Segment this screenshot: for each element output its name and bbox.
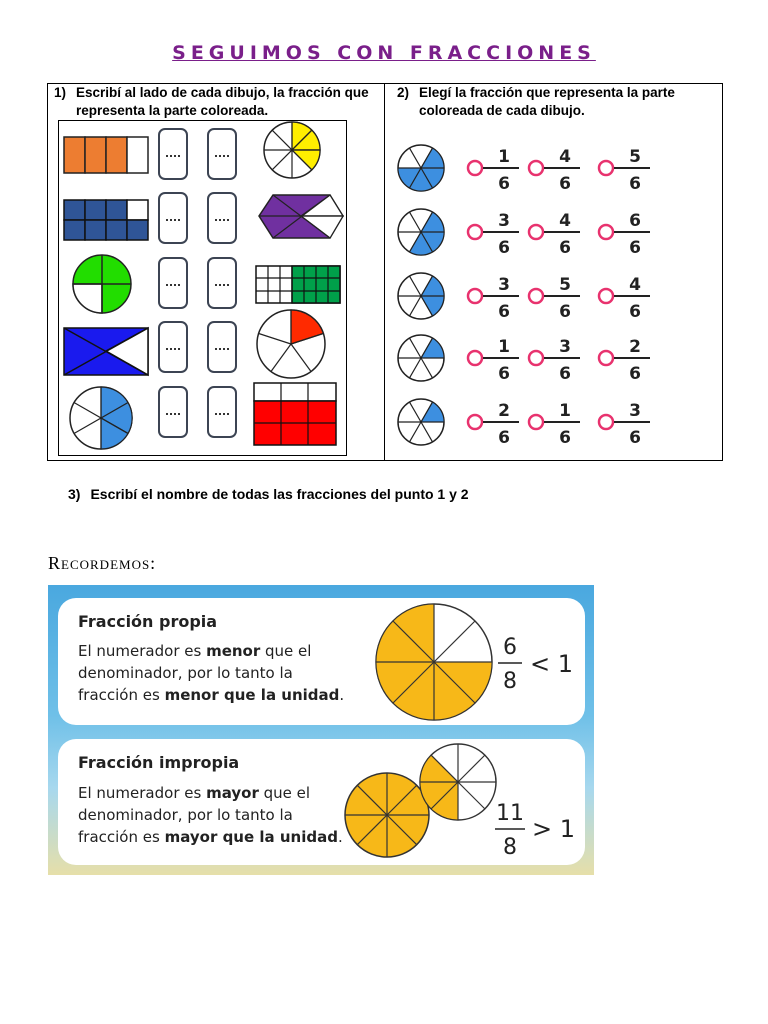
q2-option-denominator: 6: [559, 364, 571, 384]
q2-option[interactable]: [599, 211, 650, 258]
q2-option[interactable]: [468, 337, 519, 384]
q2-option-denominator: 6: [559, 428, 571, 448]
q1-line1: Escribí al lado de cada dibujo, la fracción que: [76, 85, 369, 100]
q2-line1: Elegí la fracción que representa la parte: [419, 85, 675, 100]
q2-option[interactable]: [468, 401, 519, 448]
q3-instruction: [68, 486, 469, 502]
page-title: SEGUIMOS CON FRACCIONES: [172, 42, 596, 64]
q2-number: 2): [397, 85, 410, 100]
q2-option-denominator: 6: [559, 238, 571, 258]
q2-option-numerator: 3: [629, 401, 641, 421]
q2-option[interactable]: [529, 275, 580, 322]
q2-option-numerator: 3: [498, 211, 510, 231]
proper-comparison: < 1: [530, 650, 574, 678]
q2-option-denominator: 6: [498, 302, 510, 322]
q2-option-numerator: 3: [559, 337, 571, 357]
improper-comparison: > 1: [532, 815, 576, 843]
q2-option-denominator: 6: [559, 174, 571, 194]
q2-option-numerator: 6: [629, 211, 641, 231]
q2-option-denominator: 6: [629, 238, 641, 258]
q2-option-numerator: 1: [559, 401, 571, 421]
q2-option[interactable]: [468, 275, 519, 322]
improper-fraction-title: Fracción impropia: [78, 753, 240, 772]
q2-circle-5: [398, 399, 444, 445]
proper-fraction-line3: fracción es menor que la unidad.: [78, 686, 345, 704]
q2-option-numerator: 1: [498, 337, 510, 357]
q2-option[interactable]: [529, 401, 580, 448]
q2-option-numerator: 4: [559, 147, 571, 167]
q2-option-denominator: 6: [629, 428, 641, 448]
q2-option-numerator: 4: [559, 211, 571, 231]
improper-partial-circle: [420, 744, 496, 820]
q2-option-numerator: 1: [498, 147, 510, 167]
proper-denominator: 8: [503, 669, 517, 694]
q2-option[interactable]: [529, 211, 580, 258]
q2-option-denominator: 6: [498, 364, 510, 384]
q2-option-numerator: 2: [629, 337, 641, 357]
q2-option[interactable]: [529, 147, 580, 194]
improper-numerator: 11: [496, 801, 524, 826]
reference-figures: [48, 585, 594, 875]
q3-number: 3): [68, 486, 81, 502]
q2-option-numerator: 5: [559, 275, 571, 295]
q2-option-numerator: 2: [498, 401, 510, 421]
q1-line2: representa la parte coloreada.: [76, 103, 269, 118]
q2-option-numerator: 4: [629, 275, 641, 295]
q2-option[interactable]: [468, 147, 519, 194]
q2-option-denominator: 6: [629, 174, 641, 194]
improper-fraction-line1: El numerador es mayor que el: [78, 784, 311, 802]
q2-option-denominator: 6: [498, 174, 510, 194]
proper-numerator: 6: [503, 635, 517, 660]
q2-option-numerator: 5: [629, 147, 641, 167]
recordemos-heading: Recordemos:: [48, 553, 157, 573]
q2-option-denominator: 6: [559, 302, 571, 322]
q2-option[interactable]: [599, 401, 650, 448]
q2-option[interactable]: [599, 275, 650, 322]
improper-full-circle: [345, 773, 429, 857]
improper-fraction-line2: denominador, por lo tanto la: [78, 806, 293, 824]
proper-fraction-circle: [376, 604, 492, 720]
q1-number: 1): [54, 85, 67, 100]
proper-fraction-title: Fracción propia: [78, 612, 218, 631]
q2-circle-2: [398, 209, 444, 255]
q2-circle-3: [398, 273, 444, 319]
q2-option-denominator: 6: [498, 238, 510, 258]
q2-option-denominator: 6: [629, 302, 641, 322]
improper-denominator: 8: [503, 835, 517, 860]
q2-circle-1: [398, 145, 444, 191]
q2-circle-4: [398, 335, 444, 381]
q2-option[interactable]: [529, 337, 580, 384]
q2-option[interactable]: [599, 337, 650, 384]
proper-fraction-line1: El numerador es menor que el: [78, 642, 312, 660]
improper-fraction-line3: fracción es mayor que la unidad.: [78, 828, 343, 846]
q2-option-denominator: 6: [498, 428, 510, 448]
q2-option[interactable]: [468, 211, 519, 258]
proper-fraction-line2: denominador, por lo tanto la: [78, 664, 293, 682]
q3-text: Escribí el nombre de todas las fracciones del punto 1 y 2: [90, 486, 469, 502]
q2-option-numerator: 3: [498, 275, 510, 295]
q2-option[interactable]: [599, 147, 650, 194]
fraction-reference-panel: [48, 585, 594, 875]
q2-option-denominator: 6: [629, 364, 641, 384]
q2-line2: coloreada de cada dibujo.: [419, 103, 585, 118]
